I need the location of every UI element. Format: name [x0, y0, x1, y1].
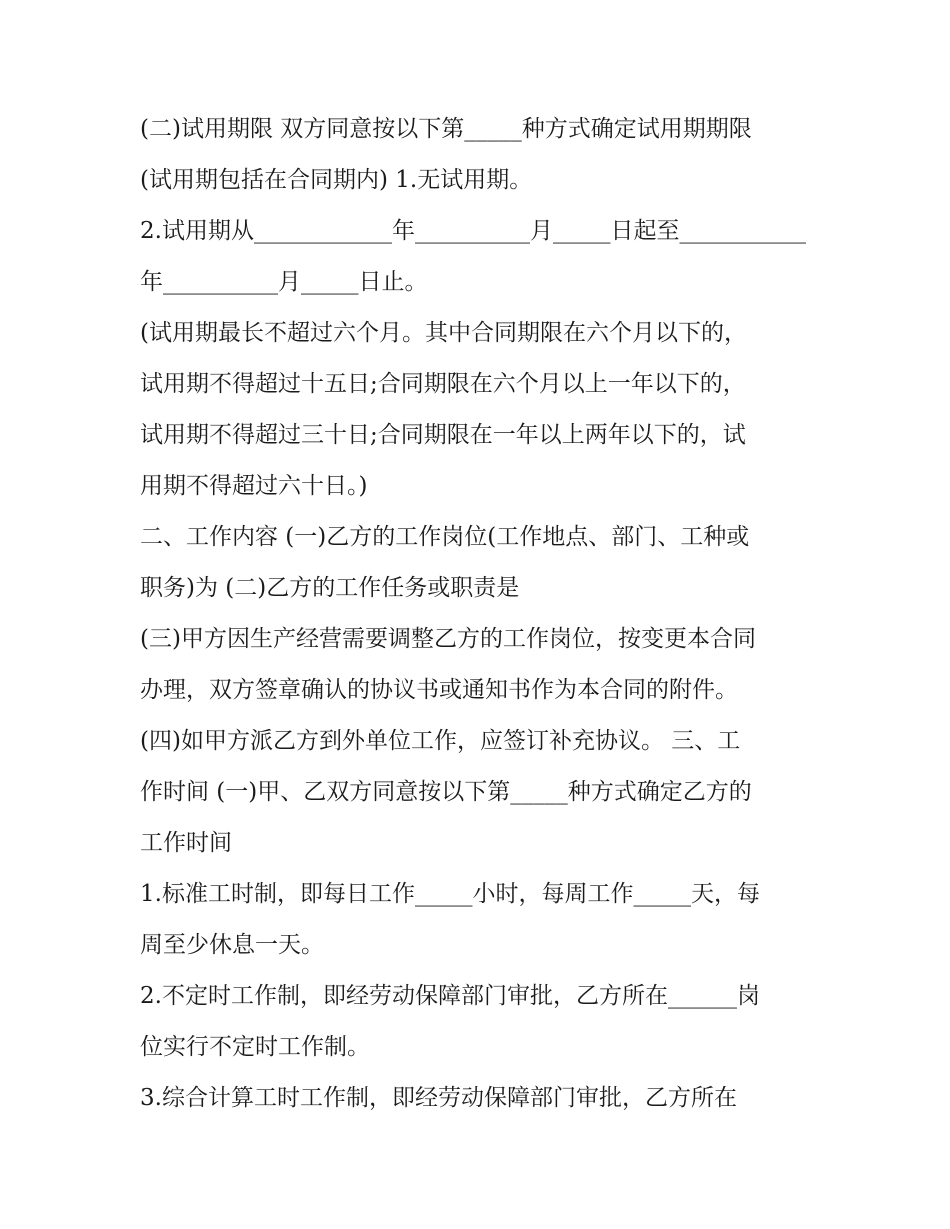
text-line: 用期不得超过六十日。) [140, 473, 368, 499]
text-line: 位实行不定时工作制。 [140, 1034, 370, 1060]
document-body [140, 104, 815, 1124]
text-line: 办理，双方签章确认的协议书或通知书作为本合同的附件。 [140, 677, 738, 703]
text-line: 作时间 (一)甲、乙双方同意按以下第_____种方式确定乙方的 [140, 779, 752, 805]
text-line: (试用期最长不超过六个月。其中合同期限在六个月以下的， [140, 320, 747, 346]
text-line: (试用期包括在合同期内) 1.无试用期。 [140, 167, 533, 193]
text-line: 3.综合计算工时工作制，即经劳动保障部门审批，乙方所在 [140, 1085, 737, 1111]
text-line: (四)如甲方派乙方到外单位工作，应签订补充协议。 三、工 [140, 728, 741, 754]
text-line: 试用期不得超过三十日;合同期限在一年以上两年以下的，试 [140, 422, 746, 448]
text-line: 周至少休息一天。 [140, 932, 324, 958]
text-line: 2.试用期从____________年__________月_____日起至___________ [140, 218, 806, 244]
text-line: 1.标准工时制，即每日工作_____小时，每周工作_____天，每 [140, 881, 760, 907]
text-line: 2.不定时工作制，即经劳动保障部门审批，乙方所在______岗 [140, 983, 760, 1009]
text-line: (三)甲方因生产经营需要调整乙方的工作岗位，按变更本合同 [140, 626, 756, 652]
text-line: 试用期不得超过十五日;合同期限在六个月以上一年以下的， [140, 371, 746, 397]
text-line: 职务)为 (二)乙方的工作任务或职责是 [140, 575, 520, 601]
text-line: 二、工作内容 (一)乙方的工作岗位(工作地点、部门、工种或 [140, 524, 750, 550]
text-line: 工作时间 [140, 830, 232, 856]
text-line: 年__________月_____日止。 [140, 269, 428, 295]
text-line: (二)试用期限 双方同意按以下第_____种方式确定试用期期限 [140, 116, 752, 142]
